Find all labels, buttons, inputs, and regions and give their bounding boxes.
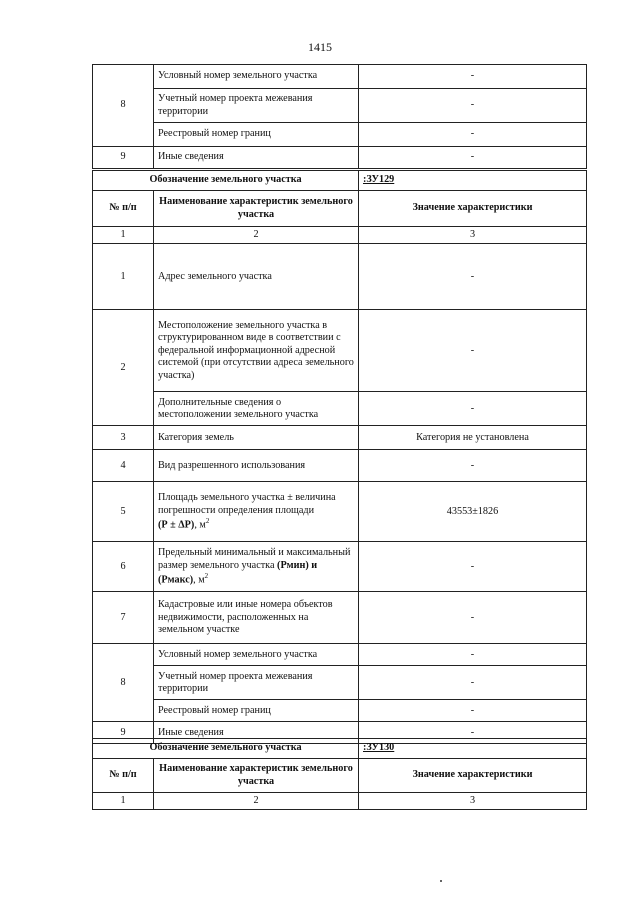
plot-code: :ЗУ130 — [359, 739, 587, 759]
scan-speck — [440, 880, 442, 882]
table-row — [93, 65, 587, 89]
row-label: Местоположение земельного участка в структурированном виде в соответствии с федеральной информационной адресной системой (при отсутствии адреса земельного участка) — [154, 310, 359, 392]
table-plot-zu129 — [92, 170, 587, 744]
row-value: - — [359, 542, 587, 592]
row-label: Вид разрешенного использования — [154, 450, 359, 482]
header-value: Значение характеристики — [359, 191, 587, 227]
table-row — [93, 147, 587, 169]
area-unit-sup: 2 — [205, 516, 210, 525]
row-value: - — [359, 89, 587, 123]
row-value: - — [359, 666, 587, 700]
table-row — [93, 644, 587, 666]
row-label — [154, 542, 359, 592]
row-number: 4 — [93, 450, 154, 482]
row-number: 8 — [93, 65, 154, 147]
row-number: 7 — [93, 592, 154, 644]
page-number: 1415 — [308, 40, 332, 54]
row-label: Учетный номер проекта межевания территории — [154, 89, 359, 123]
row-number: 6 — [93, 542, 154, 592]
table-row — [93, 592, 587, 644]
row-value: - — [359, 147, 587, 169]
row-label: Адрес земельного участка — [154, 244, 359, 310]
table-row — [93, 450, 587, 482]
header-characteristic: Наименование характеристик земельного участка — [154, 759, 359, 793]
column-number-row — [93, 227, 587, 244]
size-unit: , м — [193, 574, 205, 586]
row-number: 8 — [93, 644, 154, 722]
table-row — [93, 89, 587, 123]
column-number: 2 — [154, 227, 359, 244]
header-number: № п/п — [93, 191, 154, 227]
size-label-text: Предельный минимальный и максимальный размер земельного участка — [158, 547, 351, 571]
header-row — [93, 759, 587, 793]
row-number: 9 — [93, 147, 154, 169]
row-label: Категория земель — [154, 426, 359, 450]
row-label: Реестровый номер границ — [154, 123, 359, 147]
row-label: Иные сведения — [154, 722, 359, 744]
row-number: 9 — [93, 722, 154, 744]
table-row — [93, 310, 587, 392]
size-unit-sup: 2 — [204, 571, 209, 580]
size-formula: (Рмин) и (Рмакс) — [158, 559, 318, 586]
row-value: - — [359, 644, 587, 666]
row-label: Учетный номер проекта межевания территории — [154, 666, 359, 700]
row-value: - — [359, 244, 587, 310]
row-value: - — [359, 123, 587, 147]
table-row — [93, 123, 587, 147]
row-value: - — [359, 392, 587, 426]
table-row — [93, 244, 587, 310]
table-row — [93, 392, 587, 426]
designation-label: Обозначение земельного участка — [93, 739, 359, 759]
row-number: 5 — [93, 482, 154, 542]
row-value: - — [359, 310, 587, 392]
row-label: Реестровый номер границ — [154, 700, 359, 722]
area-formula: (Р ± ΔР) — [158, 519, 195, 531]
header-characteristic: Наименование характеристик земельного участка — [154, 191, 359, 227]
row-label: Условный номер земельного участка — [154, 65, 359, 89]
plot-code: :ЗУ129 — [359, 171, 587, 191]
header-number: № п/п — [93, 759, 154, 793]
row-value: - — [359, 450, 587, 482]
row-label — [154, 482, 359, 542]
designation-label: Обозначение земельного участка — [93, 171, 359, 191]
row-label: Дополнительные сведения о местоположении земельного участка — [154, 392, 359, 426]
row-label: Кадастровые или иные номера объектов недвижимости, расположенных на земельном участке — [154, 592, 359, 644]
row-number: 3 — [93, 426, 154, 450]
table-row — [93, 700, 587, 722]
area-unit: , м — [194, 519, 206, 531]
column-number: 3 — [359, 793, 587, 810]
table-plot-zu130 — [92, 738, 587, 810]
row-value: - — [359, 700, 587, 722]
row-value: - — [359, 592, 587, 644]
table-row — [93, 482, 587, 542]
column-number: 1 — [93, 227, 154, 244]
table-row — [93, 666, 587, 700]
row-value: 43553±1826 — [359, 482, 587, 542]
header-value: Значение характеристики — [359, 759, 587, 793]
row-number: 1 — [93, 244, 154, 310]
designation-row — [93, 171, 587, 191]
row-value: - — [359, 722, 587, 744]
area-label-text: Площадь земельного участка ± величина погрешности определения площади — [158, 492, 336, 516]
table-row — [93, 426, 587, 450]
table-continuation — [92, 64, 587, 169]
column-number: 1 — [93, 793, 154, 810]
column-number-row — [93, 793, 587, 810]
row-label: Условный номер земельного участка — [154, 644, 359, 666]
row-value: - — [359, 65, 587, 89]
row-value: Категория не установлена — [359, 426, 587, 450]
column-number: 2 — [154, 793, 359, 810]
header-row — [93, 191, 587, 227]
table-row — [93, 542, 587, 592]
designation-row — [93, 739, 587, 759]
row-label: Иные сведения — [154, 147, 359, 169]
row-number: 2 — [93, 310, 154, 426]
column-number: 3 — [359, 227, 587, 244]
